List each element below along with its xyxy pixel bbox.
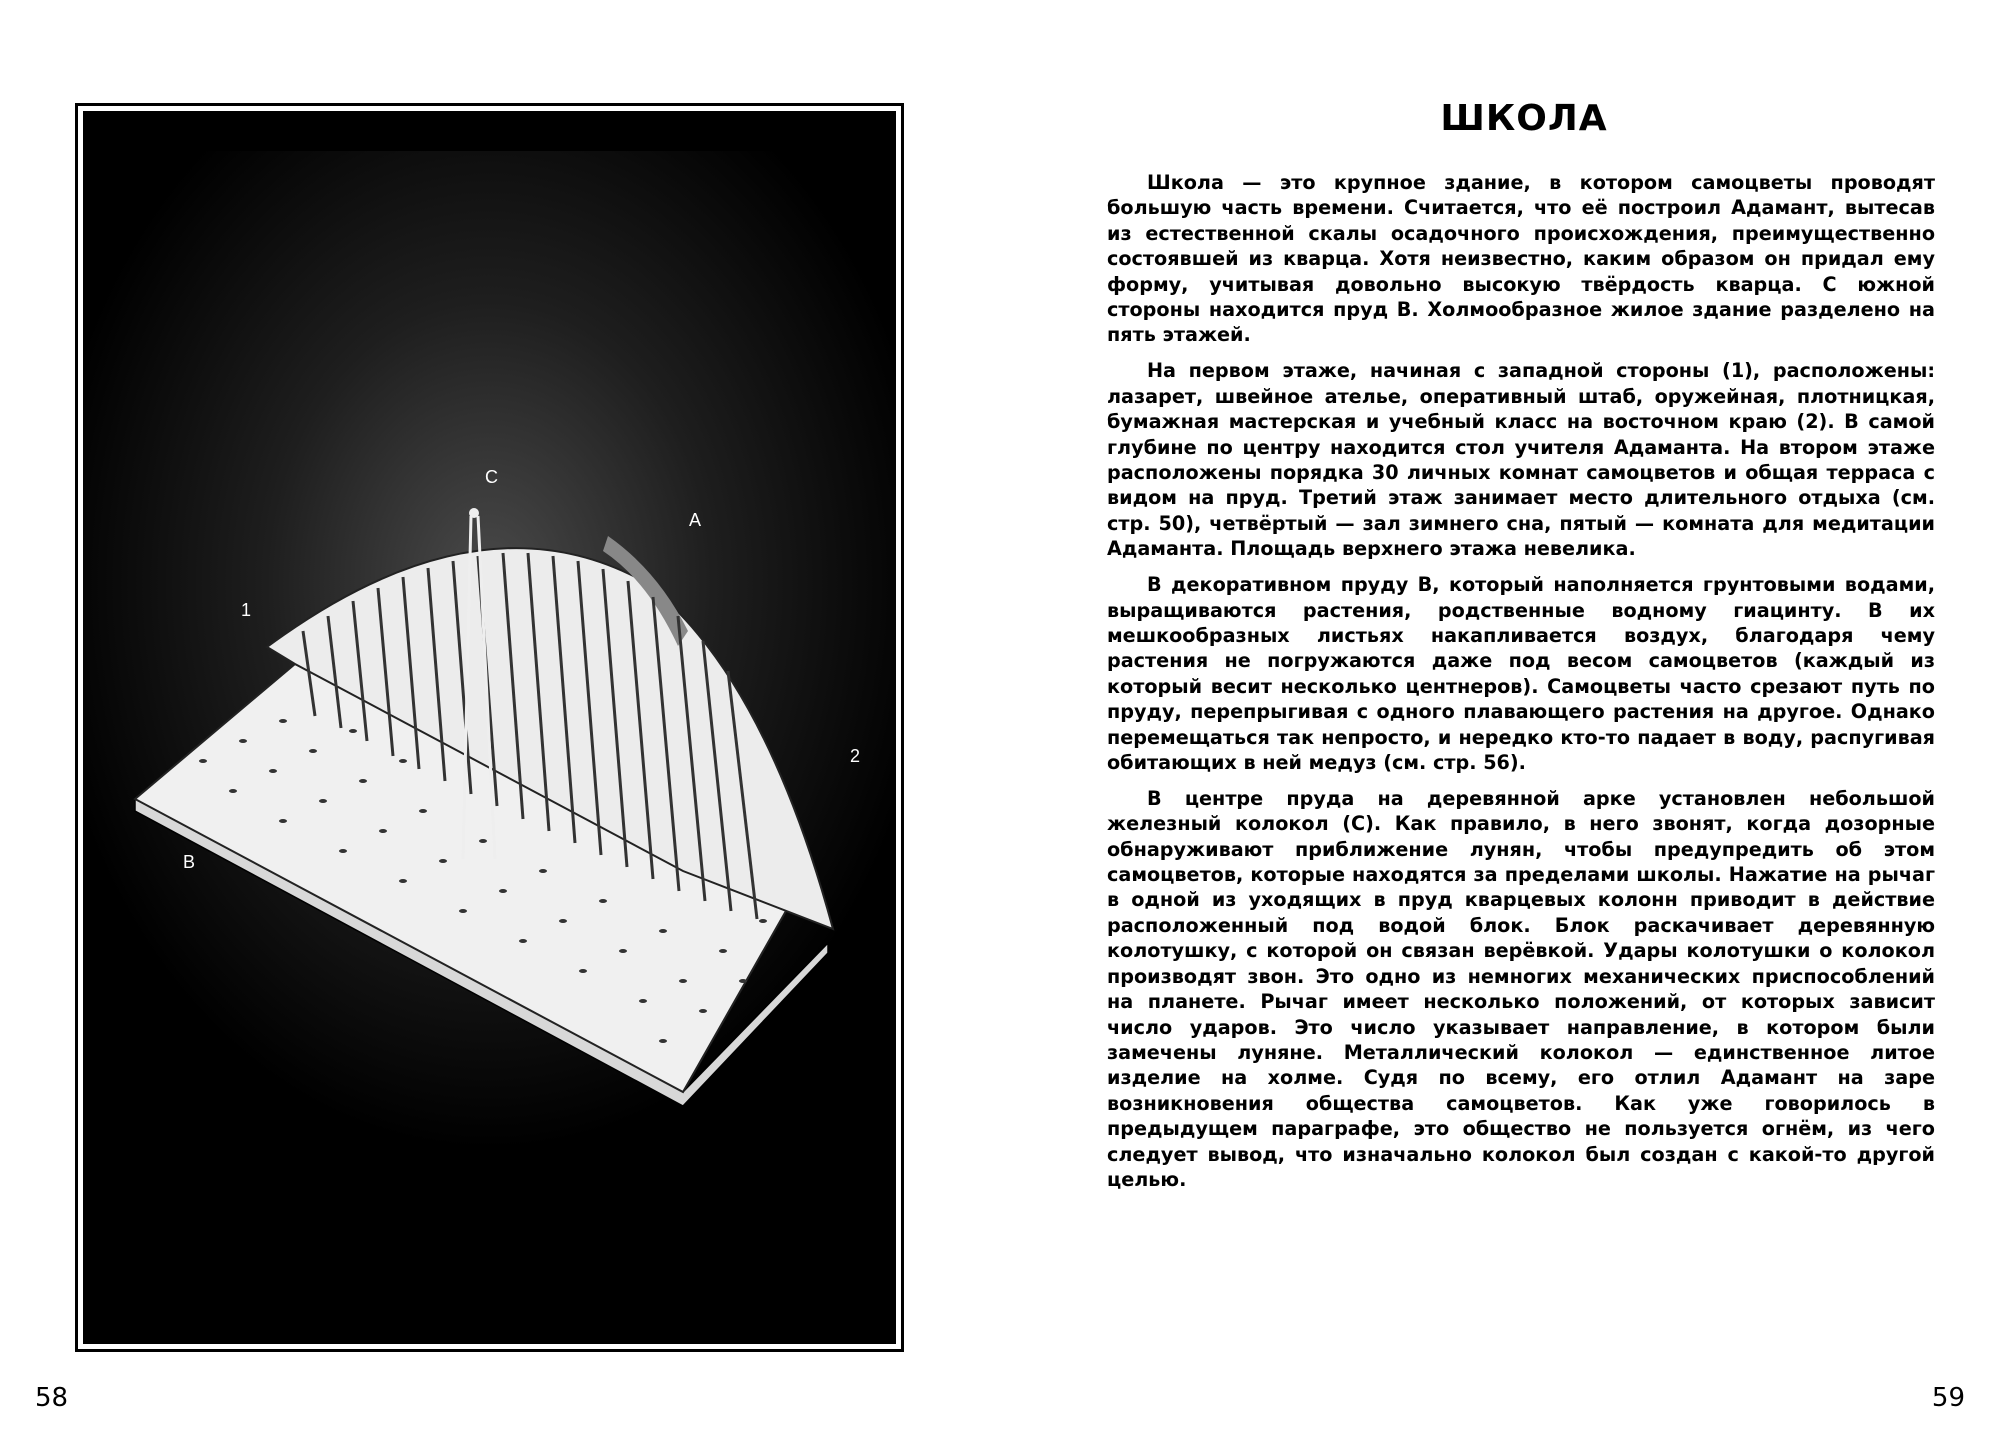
paragraph: В центре пруда на деревянной арке установлен небольшой железный колокол (C). Как правило, в него звонят, когда дозорные обнаруживают приближение лунян, чтобы предупредить об этом самоцветов, которые находятся за пределами школы. Нажатие на рычаг в одной из уходящих в пруд кварцевых колонн приводит в действие расположенный под водой блок. Блок раскачивает деревянную колотушку, с которой он связан верёвкой. Удары колотушки о колокол производят звон. Это одно из немногих механических приспособлений на планете. Рычаг имеет несколько положений, от которых зависит число ударов. Это число указывает направление, в котором были замечены луняне. Металлический колокол — единственное литое изделие на холме. Судя по всему, его отлил Адамант на заре возникновения общества самоцветов. Как уже говорилось в предыдущем параграфе, это общество не пользуется огнём, из чего следует вывод, что изначально колокол был создан с какой-то другой целью. [1107,786,1935,1191]
right-page [1000,0,2000,1436]
illustration-frame [75,103,904,1352]
label-2: 2 [850,746,861,766]
paragraph: Школа — это крупное здание, в котором самоцветы проводят большую часть времени. Считается, что её построил Адамант, вытесав из естественной скалы осадочного происхождения, преимущественно состоявшей из кварца. Хотя неизвестно, каким образом он придал ему форму, учитывая довольно высокую твёрдость кварца. С южной стороны находится пруд B. Холмообразное жилое здание разделено на пять этажей. [1107,171,1935,347]
label-1: 1 [241,600,252,620]
page-number-right: 59 [1931,1383,1965,1413]
paragraph: На первом этаже, начиная с западной стороны (1), расположены: лазарет, швейное ателье, оперативный штаб, оружейная, плотницкая, бумажная мастерская и учебный класс на восточном краю (2). В самой глубине по центру находится стол учителя Адаманта. На втором этаже расположены порядка 30 личных комнат самоцветов и общая терраса с видом на пруд. Третий этаж занимает место длительного отдыха (см. стр. 50), четвёртый — зал зимнего сна, пятый — комната для медитации Адаманта. Площадь верхнего этажа невелика. [1107,359,1935,561]
label-b: B [183,852,196,872]
page-title: ШКОЛА [1440,98,1608,139]
illustration-plate [83,111,896,1344]
label-a: A [689,510,702,530]
school-building-illustration [83,111,896,1344]
paragraph: В декоративном пруду B, который наполняется грунтовыми водами, выращиваются растения, родственные водному гиацинту. В их мешкообразных листьях накапливается воздух, благодаря чему растения не погружаются даже под весом самоцветов (каждый из который весит несколько центнеров). Самоцветы часто срезают путь по пруду, перепрыгивая с одного плавающего растения на другое. Однако перемещаться так непросто, и нередко кто-то падает в воду, распугивая обитающих в ней медуз (см. стр. 56). [1107,573,1935,774]
bell [469,508,479,518]
page-number-left: 58 [35,1383,69,1413]
article-body [1107,170,1935,1203]
label-c: C [485,467,498,487]
